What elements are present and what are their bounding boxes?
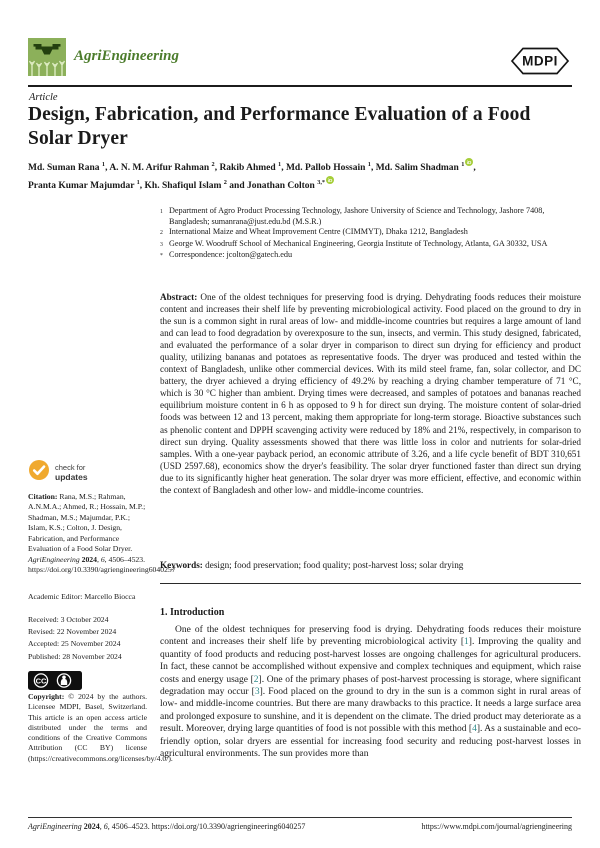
article-type-label: Article: [29, 92, 58, 103]
citation-volume: 6: [100, 554, 105, 564]
orcid-icon[interactable]: [326, 175, 334, 189]
keywords-label: Keywords:: [160, 560, 203, 570]
citation-doi[interactable]: , 4506–4523. https://doi.org/10.3390/agriengineering6040257: [28, 554, 176, 575]
abstract: [160, 291, 581, 496]
revised-date: Revised: 22 November 2024: [28, 627, 117, 637]
author-list: [28, 157, 582, 193]
reference-link-2[interactable]: 2: [253, 674, 259, 685]
svg-text:iD: iD: [327, 177, 333, 183]
citation-label: Citation:: [28, 492, 58, 501]
badge-label: check for updates: [55, 463, 88, 482]
copyright-text: © 2024 by the authors. Licensee MDPI, Basel, Switzerland. This article is an open access article distributed under the terms and conditions of the Creative Commons Attribution (CC BY) license (https://creativecommons.org/licenses/by/4.0/).: [28, 692, 173, 763]
affiliation-row: [160, 239, 584, 251]
keywords-text: design; food preservation; food quality; post-harvest loss; solar drying: [205, 560, 464, 570]
author: Md. Salim Shadman $^1$ iD ,: [376, 163, 476, 173]
introduction-paragraph: One of the oldest techniques for preserving food is drying. Dehydrating foods reduces their moisture content and increases their shelf life by preventing microbiological activity [1]. Improving the quality and quantity of food products and reducing post-harvest losses are ongoing challenges for agricultural producers. In fact, these cannot be accomplished without expensive and complex techniques and equipment, which raise costs and energy usage [2]. One of the primary phases of post-harvest processing is storage, where significant degradation may occur [3]. Food placed on the ground to dry in the sun is a common sight in rural areas of low- and middle-income countries. But there are many drawbacks to this practice. It needs a large surface area and prolonged exposure to sunshine, and it is dependent on the climate. The dried product may deteriorate as a result. Moreover, drying large quantities of food is not possible with this method [4]. As a sustainable and eco-friendly option, solar dryers are essential for increasing food security and reducing post-harvest losses in agricultural environments. The sun provides more than: [160, 625, 582, 760]
keywords-divider: [160, 583, 581, 584]
affiliation-row: [160, 227, 584, 239]
reference-link-3[interactable]: 3: [254, 687, 260, 698]
reference-link-4[interactable]: 4: [472, 724, 477, 735]
academic-editor: Academic Editor: Marcello Biocca: [28, 592, 136, 601]
journal-name: AgriEngineering: [74, 48, 180, 64]
mdpi-logo-icon: [508, 44, 572, 83]
citation-text: Rana, M.S.; Rahman, A.N.M.A.; Ahmed, R.; Hossain, M.P.; Shadman, M.S.; Majumdar, P.K.; Islam, K.S.; Colton, J. Design, Fabrication, and Performance Evaluation of a Food Solar Dryer.: [28, 492, 146, 554]
abstract-text: One of the oldest techniques for preserving food is drying. Dehydrating foods reduces their moisture content and increases their shelf life by preventing microbiological activity. Food placed on the ground to dry in the sun is a common sight in rural areas of low- and middle-income countries but requires a large amount of land and can lead to food degradation by overexposure to the sun, insects, and vermin. This study designed, fabricated, and evaluated the performance of a solar dryer in comparison to direct sun drying for efficiency and product quality, utilizing bananas and potatoes as representative foods. The dryer was produced and tested within the context of Bangladesh, unlike other commercial devices. With its mild steel frame, fan, solar collector, and DC battery, the dryer achieved a drying efficiency of 49.2% by reaching a drying chamber temperature of 71 °C, which is 30 °C higher than ambient. Drying times were decreased, and samples of potatoes and bananas reached equilibrium moisture content in 6 h as opposed to 9 h for direct sun drying. The moisture content of solar-dried foods was between 12 and 13 percent, making them appropriate for long-term storage. Bioactive substances such as phenolic content and DPPH scavenging activity were reduced by 18% and 21%, respectively, in comparison to direct sun drying. Quality assessments showed that there was little loss in color and nutrients for solar-dried samples. With a one-year payback period, an economic attribute of 3.26, and a life cycle benefit of BDT 310,651 (USD 2597.68), economics show the dryer's feasibility. The solar dryer functioned faster than direct sun drying due to its significantly higher heat generation. The solar dryer was more efficient, effective, and economic within the context of Bangladesh and other low- and middle-income countries.: [160, 292, 582, 495]
affiliation-text: International Maize and Wheat Improvement Centre (CIMMYT), Dhaka 1212, Bangladesh: [169, 227, 468, 237]
check-icon: [28, 459, 50, 486]
article-history: [28, 615, 147, 664]
section-heading-introduction: 1. Introduction: [160, 607, 225, 618]
correspondence-marker: *: [160, 253, 163, 260]
correspondence-text[interactable]: Correspondence: jcolton@gatech.edu: [169, 250, 293, 260]
header-divider: [28, 85, 572, 87]
footer-doi-link[interactable]: , 4506–4523. https://doi.org/10.3390/agriengineering6040257: [107, 822, 306, 831]
keywords: [160, 560, 581, 570]
journal-logo-icon: [28, 38, 66, 81]
author: A. N. M. Arifur Rahman $^2$,: [109, 161, 220, 174]
author: Kh. Shafiqul Islam $^2$ and: [144, 179, 247, 192]
author: Jonathan Colton $^{3,*}$ iD: [247, 181, 334, 191]
abstract-label: Abstract:: [160, 292, 198, 302]
affiliation-text: George W. Woodruff School of Mechanical Engineering, Georgia Institute of Technology, Atlanta, GA 30332, USA: [169, 238, 548, 248]
affiliations: [160, 206, 584, 262]
copyright-label: Copyright:: [28, 692, 65, 701]
author: Md. Pallob Hossain $^1$,: [285, 161, 376, 174]
svg-text:MDPI: MDPI: [522, 53, 558, 69]
correspondence-row: [160, 250, 584, 262]
published-date: Published: 28 November 2024: [28, 651, 122, 661]
affiliation-marker: 1: [160, 209, 163, 215]
author: Rakib Ahmed $^1$,: [219, 161, 286, 174]
affiliation-marker: 3: [160, 241, 163, 248]
page-footer: [28, 822, 572, 831]
affiliation-marker: 2: [160, 230, 163, 237]
author-line-1: [28, 157, 582, 175]
citation-block: Citation: Rana, M.S.; Rahman, A.N.M.A.; Ahmed, R.; Hossain, M.P.; Shadman, M.S.; Majumdar, P.K.; Islam, K.S.; Colton, J. Design, Fabrication, and Performance Evaluation of a Food Solar Dryer. AgriEngineering 2024, 6, 4506–4523. https://doi.org/10.3390/agriengineering6040257: [28, 492, 176, 575]
citation-journal: AgriEngineering: [28, 554, 80, 564]
copyright-notice: [28, 692, 173, 764]
affiliation-text: Department of Agro Product Processing Technology, Jashore University of Science and Technology, Jashore 7408, Bangladesh; sumanrana@just.edu.bd (M.S.R.): [169, 206, 545, 226]
svg-text:iD: iD: [467, 159, 472, 165]
affiliation-row: [160, 206, 584, 227]
received-date: Received: 3 October 2024: [28, 615, 109, 624]
citation-year: 2024: [81, 554, 97, 564]
page-title: Design, Fabrication, and Performance Evaluation of a Food Solar Dryer: [28, 104, 531, 149]
accepted-date: Accepted: 25 November 2024: [28, 639, 121, 649]
svg-text:CC: CC: [35, 676, 47, 686]
check-for-updates-badge[interactable]: [28, 459, 88, 486]
author-line-2: [28, 175, 582, 193]
footer-journal-url[interactable]: https://www.mdpi.com/journal/agriengineering: [421, 822, 572, 831]
author: Pranta Kumar Majumdar $^1$,: [28, 179, 145, 192]
footer-citation: AgriEngineering 2024, 6, 4506–4523. https://doi.org/10.3390/agriengineering6040257: [28, 822, 306, 831]
reference-link-1[interactable]: 1: [464, 637, 469, 648]
footer-divider: [28, 817, 572, 818]
author: Md. Suman Rana $^1$,: [28, 161, 110, 174]
